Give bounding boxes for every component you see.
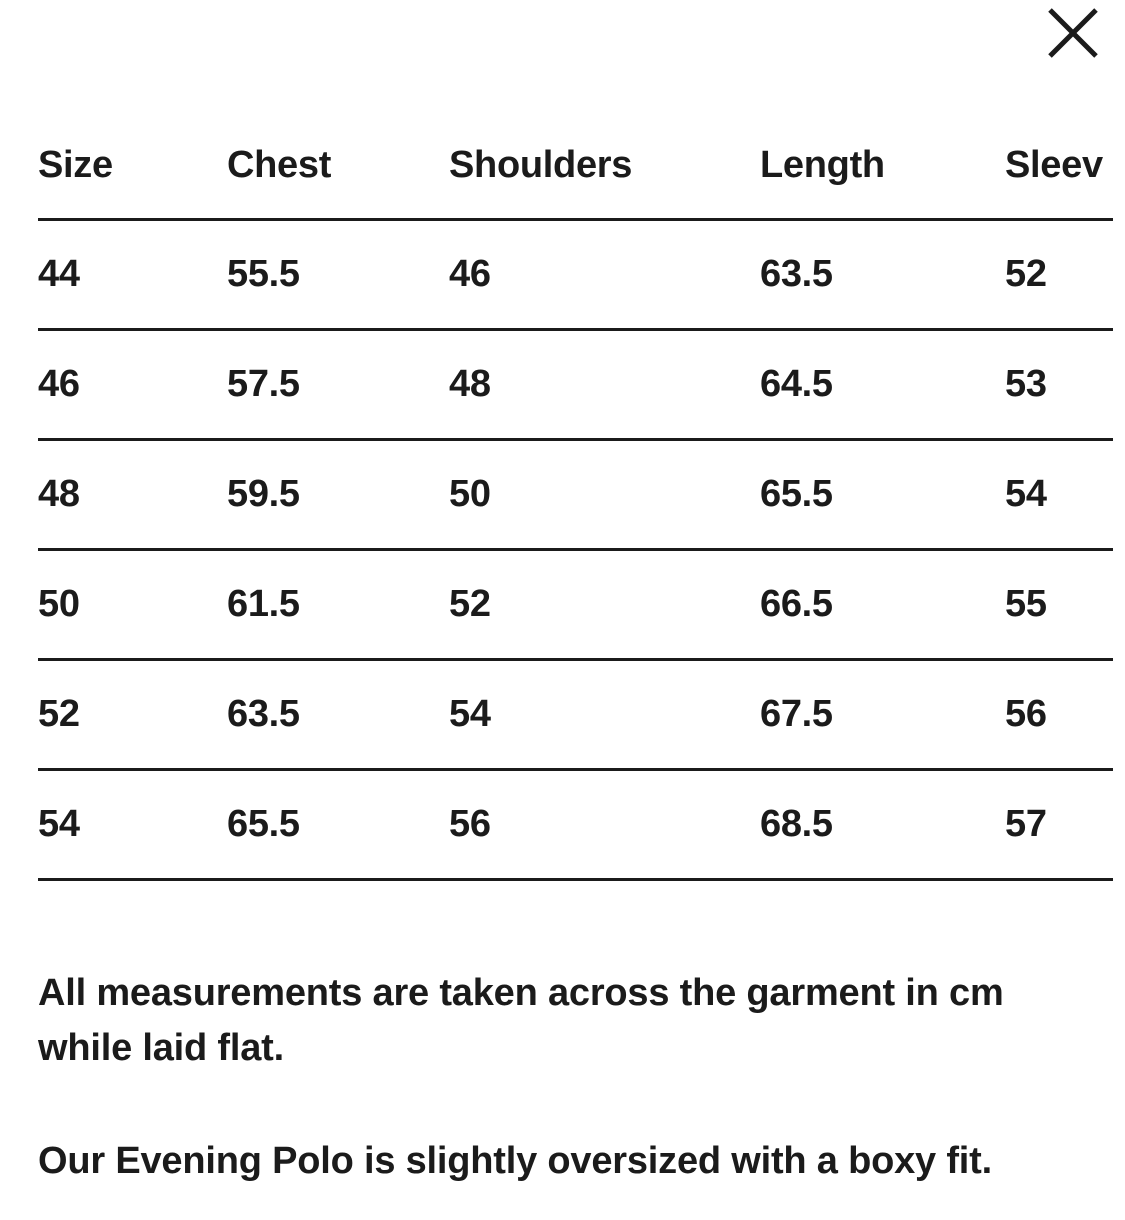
cell-length: 68.5 xyxy=(760,803,833,845)
fit-note: Our Evening Polo is slightly oversized with a boxy fit. xyxy=(38,1140,992,1182)
cell-sleeve: 52 xyxy=(1005,253,1047,295)
cell-size: 48 xyxy=(38,473,80,515)
cell-shoulders: 50 xyxy=(449,473,491,515)
table-row xyxy=(38,331,1113,441)
header-shoulders: Shoulders xyxy=(449,143,633,186)
cell-size: 44 xyxy=(38,253,80,295)
cell-shoulders: 48 xyxy=(449,363,491,405)
cell-length: 63.5 xyxy=(760,253,833,295)
cell-sleeve: 53 xyxy=(1005,363,1047,405)
cell-shoulders: 56 xyxy=(449,803,491,845)
header-chest: Chest xyxy=(227,143,332,186)
table-row xyxy=(38,441,1113,551)
cell-size: 46 xyxy=(38,363,80,405)
table-row xyxy=(38,221,1113,331)
cell-sleeve: 55 xyxy=(1005,583,1047,625)
table-row xyxy=(38,661,1113,771)
cell-chest: 61.5 xyxy=(227,583,300,625)
cell-shoulders: 52 xyxy=(449,583,491,625)
cell-chest: 57.5 xyxy=(227,363,300,405)
cell-size: 50 xyxy=(38,583,80,625)
close-button[interactable] xyxy=(1040,2,1106,68)
cell-chest: 63.5 xyxy=(227,693,300,735)
cell-length: 66.5 xyxy=(760,583,833,625)
cell-chest: 55.5 xyxy=(227,253,300,295)
cell-shoulders: 54 xyxy=(449,693,491,735)
cell-length: 67.5 xyxy=(760,693,833,735)
header-sleeve: Sleev xyxy=(1005,143,1103,186)
header-size: Size xyxy=(38,143,113,186)
cell-sleeve: 56 xyxy=(1005,693,1047,735)
table-header-row xyxy=(38,112,1113,221)
cell-size: 52 xyxy=(38,693,80,735)
cell-chest: 59.5 xyxy=(227,473,300,515)
table-row xyxy=(38,771,1113,881)
table-row xyxy=(38,551,1113,661)
cell-length: 64.5 xyxy=(760,363,833,405)
cell-sleeve: 57 xyxy=(1005,803,1047,845)
size-chart-table xyxy=(38,112,1113,881)
measurement-note: All measurements are taken across the garment in cm while laid flat. xyxy=(38,972,1004,1069)
header-length: Length xyxy=(760,143,885,186)
cell-length: 65.5 xyxy=(760,473,833,515)
cell-chest: 65.5 xyxy=(227,803,300,845)
cell-sleeve: 54 xyxy=(1005,473,1047,515)
close-icon xyxy=(1040,2,1106,68)
cell-shoulders: 46 xyxy=(449,253,491,295)
cell-size: 54 xyxy=(38,803,80,845)
